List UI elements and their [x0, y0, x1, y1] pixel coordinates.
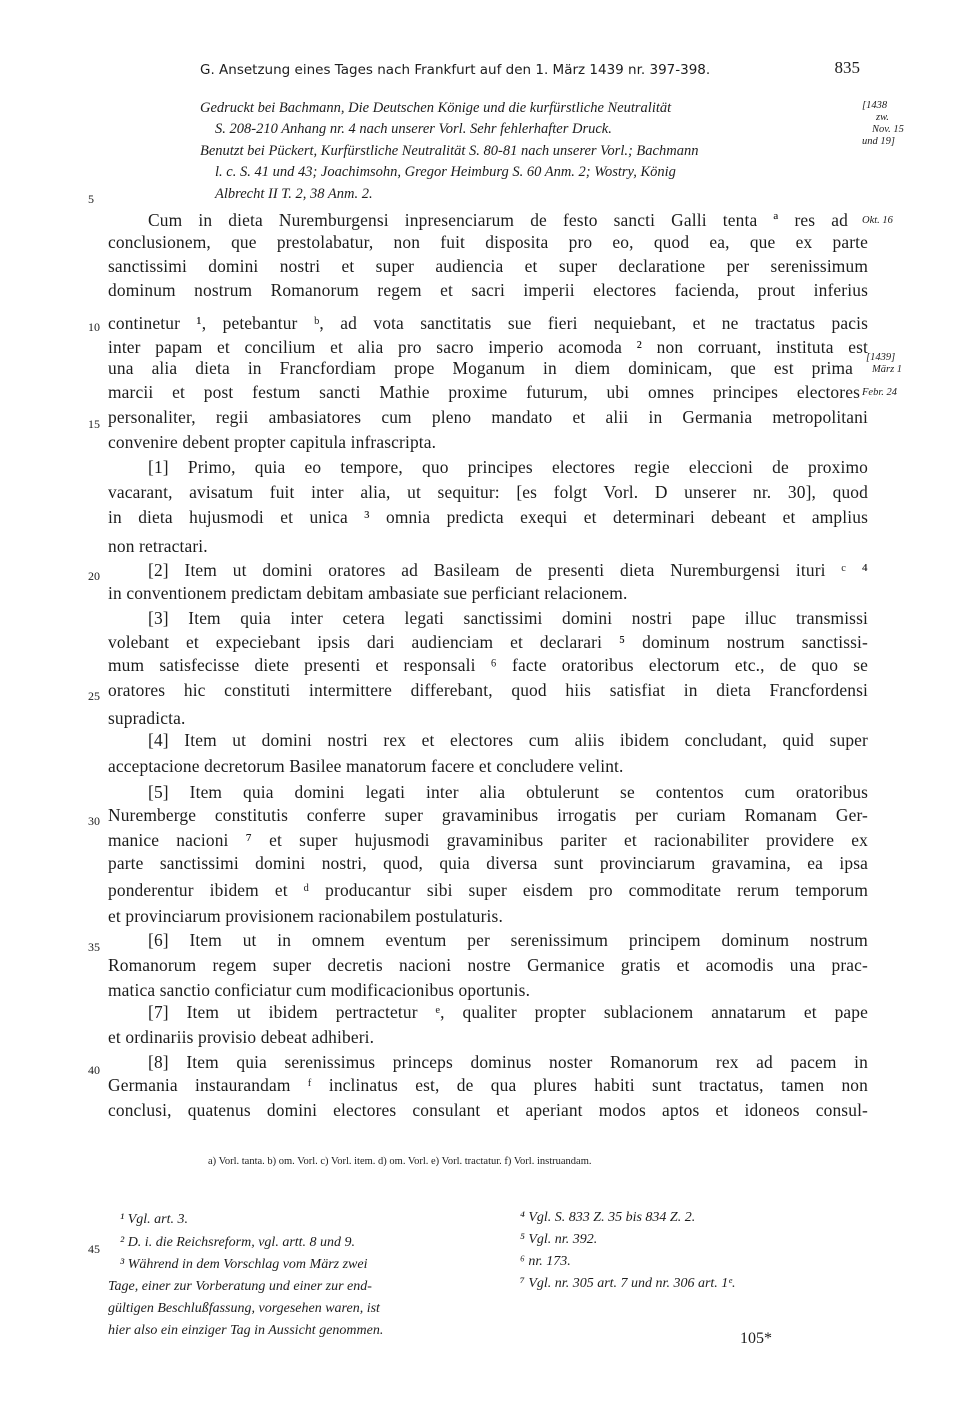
text-line: [6] Item ut in omnem eventum per serenissimum principem dominum nostrum	[148, 930, 868, 950]
margin-date-okt: Okt. 16	[862, 215, 893, 226]
text-line: volebant et expeciebant ipsis dari audienciam et declarari ⁵ dominum nostrum sanctissi-	[108, 632, 868, 652]
text-line: personaliter, regii ambasiatores cum pleno mandato et alii in Germania metropolitani	[108, 407, 868, 427]
text-line: sanctissimi domini nostri et super audiencia et super declaratione per serenissimum	[108, 256, 868, 276]
line-number: 20	[88, 569, 100, 583]
text-line: supradicta.	[108, 708, 186, 728]
text-line: [4] Item ut domini nostri rex et electores cum aliis ibidem concludant, quid super	[148, 730, 868, 750]
text-line: conclusionem, que prestolabatur, non fuit disposita pro eo, quod ea, que ex parte	[108, 232, 868, 252]
footnote: Tage, einer zur Vorberatung und einer zur end-	[108, 1279, 372, 1294]
line-number: 10	[88, 320, 100, 334]
text-line: acceptacione decretorum Basilee manatorum facere et concludere velint.	[108, 756, 624, 776]
footnote: hier also ein einziger Tag in Aussicht genommen.	[108, 1323, 384, 1338]
text-line: vacarant, avisatum fuit inter alia, ut sequitur: [es folgt Vorl. D unserer nr. 30], quod	[108, 482, 868, 502]
text-line: et ordinariis provisio debeat adhiberi.	[108, 1027, 375, 1047]
text-line: marcii et post festum sancti Mathie proxime futurum, ubi omnes principes electores	[108, 382, 860, 402]
text-line: [7] Item ut ibidem pertractetur ᵉ, qualiter propter sublacionem annatarum et pape	[148, 1002, 868, 1022]
footnote: ⁷ Vgl. nr. 305 art. 7 und nr. 306 art. 1ᵉ.	[520, 1276, 736, 1291]
text-line: [3] Item quia inter cetera legati sanctissimi domini nostri pape illuc transmissi	[148, 608, 868, 628]
text-line: dominum nostrum Romanorum regem et sacri imperii electores facienda, prout inferius	[108, 280, 868, 300]
text-line: Nuremberge constitutis conferre super gravaminibus irrogatis per curiam Romanam Ger-	[108, 805, 868, 825]
text-line: mum satisfecisse diete presenti et responsali ⁶ facte oratoribus electorum etc., de quo se	[108, 655, 868, 675]
text-line: [2] Item ut domini oratores ad Basileam de presenti dieta Nuremburgensi ituri ᶜ ⁴	[148, 560, 868, 580]
text-line: una alia dieta in Francfordiam prope Moganum in diem dominicam, que est prima	[108, 358, 853, 378]
footnote: ¹ Vgl. art. 3.	[120, 1212, 188, 1227]
text-line: convenire debent propter capitula infrascripta.	[108, 432, 437, 452]
footnote: ⁴ Vgl. S. 833 Z. 35 bis 834 Z. 2.	[520, 1210, 696, 1225]
critical-apparatus: a) Vorl. tanta. b) om. Vorl. c) Vorl. item. d) om. Vorl. e) Vorl. tractatur. f) Vorl. instruandam.	[208, 1156, 592, 1167]
line-number: 5	[88, 192, 94, 206]
source-note: l. c. S. 41 und 43; Joachimsohn, Gregor Heimburg S. 60 Anm. 2; Wostry, König	[215, 164, 676, 180]
source-note: S. 208-210 Anhang nr. 4 nach unserer Vorl. Sehr fehlerhafter Druck.	[215, 121, 612, 137]
text-line: in dieta hujusmodi et unica ³ omnia predicta exequi et determinari debeant et amplius	[108, 507, 868, 527]
line-number: 45	[88, 1242, 100, 1256]
line-number: 25	[88, 689, 100, 703]
footnote: ³ Während in dem Vorschlag vom März zwei	[120, 1257, 368, 1272]
text-line: [5] Item quia domini legati inter alia obtulerunt se contentos cum oratoribus	[148, 782, 868, 802]
text-line: matica sanctio conficiatur cum modificacionibus oportunis.	[108, 980, 531, 1000]
text-line: [1] Primo, quia eo tempore, quo principes electores regie eleccioni de proximo	[148, 457, 868, 477]
footnote: gültigen Beschlußfassung, vorgesehen waren, ist	[108, 1301, 380, 1316]
text-line: in conventionem predictam debitam ambasiate sue perficiant relacionem.	[108, 583, 628, 603]
text-line: Germania instaurandam ᶠ inclinatus est, de qua plures habiti sunt tractatus, tamen non	[108, 1075, 868, 1095]
text-line: oratores hic constituti intermittere differebant, quod hiis satisfiat in dieta Francfordensi	[108, 680, 868, 700]
source-note: Benutzt bei Pückert, Kurfürstliche Neutralität S. 80-81 nach unserer Vorl.; Bachmann	[200, 143, 699, 159]
line-number: 15	[88, 417, 100, 431]
text-line: ponderentur ibidem et ᵈ producantur sibi super eisdem pro commoditate rerum temporum	[108, 880, 868, 900]
margin-date-maerz: [1439] März 1	[866, 352, 903, 375]
footnote: ² D. i. die Reichsreform, vgl. artt. 8 und 9.	[120, 1235, 356, 1250]
margin-date-note: [1438 zw. Nov. 15 und 19]	[862, 100, 904, 147]
printer-signature: 105*	[740, 1330, 772, 1347]
text-line: [8] Item quia serenissimus princeps dominus noster Romanorum rex ad pacem in	[148, 1052, 868, 1072]
text-line: Cum in dieta Nuremburgensi inpresenciarum de festo sancti Galli tenta ª res ad	[148, 210, 848, 230]
text-line: Romanorum regem super decretis nacioni nostre Germanice gratis et acomodis una prac-	[108, 955, 868, 975]
running-header	[200, 58, 860, 78]
line-number: 30	[88, 814, 100, 828]
running-title: G. Ansetzung eines Tages nach Frankfurt auf den 1. März 1439 nr. 397-398.	[200, 62, 711, 78]
source-note: Albrecht II T. 2, 38 Anm. 2.	[215, 186, 373, 202]
footnote: ⁵ Vgl. nr. 392.	[520, 1232, 598, 1247]
text-line: continetur ¹, petebantur ᵇ, ad vota sanctitatis sue fieri nequiebant, et ne tractatus pacis	[108, 313, 868, 333]
footnote: ⁶ nr. 173.	[520, 1254, 571, 1269]
line-number: 40	[88, 1063, 100, 1077]
text-line: manice nacioni ⁷ et super hujusmodi gravaminibus pariter et racionabiliter providere ex	[108, 830, 868, 850]
text-line: inter papam et concilium et alia pro sacro imperio acomoda ² non corruant, instituta est	[108, 337, 868, 357]
source-note: Gedruckt bei Bachmann, Die Deutschen Könige und die kurfürstliche Neutralität	[200, 100, 672, 116]
margin-date-febr: Febr. 24	[862, 387, 897, 398]
text-line: non retractari.	[108, 536, 208, 556]
text-line: et provinciarum provisionem racionabilem postulaturis.	[108, 906, 503, 926]
page-number: 835	[834, 58, 860, 77]
text-line: parte sanctissimi domini nostri, quod, quia diversa sunt provinciarum gravamina, ea ipsa	[108, 853, 868, 873]
line-number: 35	[88, 940, 100, 954]
text-line: conclusi, quatenus domini electores consulant et aperiant modos aptos et idoneos consul-	[108, 1100, 868, 1120]
